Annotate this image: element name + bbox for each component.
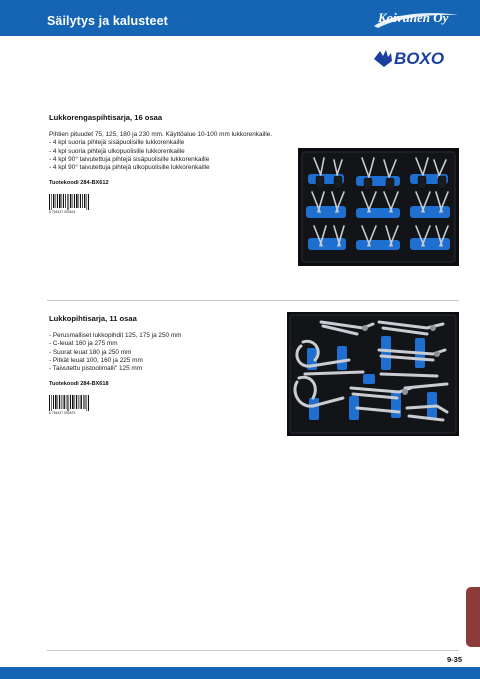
description-line: - 4 kpl suoria pihtejä sisäpuolisille lukkorenkaille	[49, 139, 185, 147]
section-title: Säilytys ja kalusteet	[47, 14, 168, 28]
page-number: 9-35	[446, 655, 462, 664]
locking-pliers-tray-image	[287, 312, 459, 436]
description-line: - C-leuat 160 ja 275 mm	[49, 340, 118, 348]
footer-bar	[0, 667, 480, 679]
product-retaining-ring-pliers	[49, 113, 309, 216]
barcode-digits: 6 764437 050679	[49, 411, 76, 416]
barcode	[49, 194, 89, 216]
product-photo-retaining-ring-pliers	[298, 148, 459, 266]
product-photo-locking-pliers	[287, 312, 459, 436]
product-code: Tuotekoodi 284-BX618	[49, 381, 109, 388]
description-line: - 4 kpl suoria pihtejä ulkopuolisille lukkorenkaille	[49, 147, 185, 155]
description-line: - Taivutettu pistoolimalli" 125 mm	[49, 365, 143, 373]
description-line: - 4 kpl 90° taivutettuja pihtejä ulkopuolisille lukkorenkaille	[49, 164, 210, 172]
footer-divider	[47, 650, 459, 651]
section-divider	[47, 300, 459, 301]
product-description	[49, 131, 309, 172]
barcode	[49, 395, 89, 417]
barcode-digits: 6 764437 050624	[49, 210, 76, 215]
chapter-side-tab	[466, 587, 480, 647]
retaining-ring-pliers-tray-image	[298, 148, 459, 266]
description-line: Pihtien pituudet 75, 125, 180 ja 230 mm. Käyttöalue 10-100 mm lukkorenkaille.	[49, 131, 273, 138]
product-title: Lukkorengaspihtisarja, 16 osaa	[49, 113, 163, 122]
description-line: - 4 kpl 90° taivutettuja pihtejä sisäpuolisille lukkorenkaille	[49, 155, 210, 163]
boxo-logo-icon	[372, 47, 462, 69]
product-title: Lukkopihtisarja, 11 osaa	[49, 314, 137, 323]
description-line: - Perusmalliset lukkopihdit 125, 175 ja 250 mm	[49, 332, 182, 339]
product-code: Tuotekoodi 284-BX612	[49, 180, 109, 187]
description-line: - Pitkät leuat 100, 160 ja 225 mm	[49, 356, 143, 364]
boxo-logo-text: BOXO	[394, 49, 445, 68]
description-line: - Suorat leuat 180 ja 250 mm	[49, 348, 132, 356]
product-locking-pliers	[49, 314, 309, 417]
company-logo-text: Koivunen Oy	[378, 10, 449, 25]
product-description	[49, 332, 309, 373]
barcode-icon	[49, 395, 89, 411]
barcode-icon	[49, 194, 89, 210]
